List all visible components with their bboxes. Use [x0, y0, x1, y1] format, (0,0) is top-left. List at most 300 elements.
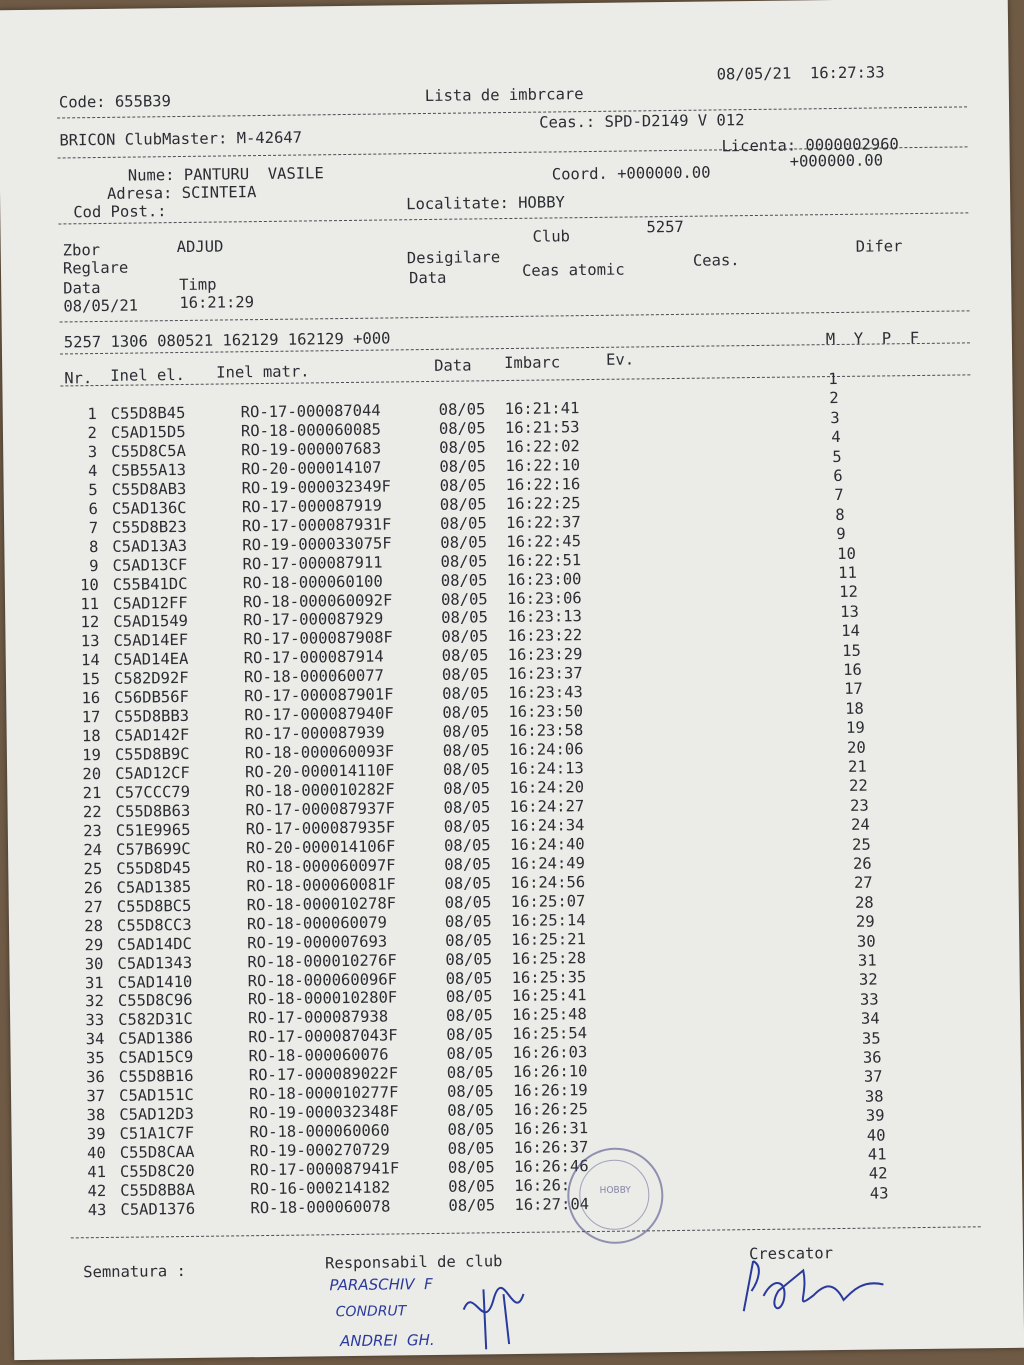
- flight-label: Zbor: [62, 240, 101, 260]
- row-ring-number: RO-17-000087919: [241, 496, 382, 517]
- count-value: 11: [838, 563, 858, 582]
- row-time: 16:25:54: [512, 1024, 588, 1044]
- row-ring-number: RO-17-000087043F: [248, 1026, 398, 1047]
- count-value: 35: [861, 1029, 881, 1048]
- unsealing-date-label: Data: [408, 268, 447, 288]
- row-electronic-ring: C55D8B16: [118, 1067, 194, 1087]
- count-value: 41: [867, 1145, 887, 1164]
- row-date: 08/05: [442, 703, 490, 723]
- row-date: 08/05: [443, 779, 491, 798]
- row-ring-number: RO-17-000087908F: [243, 628, 393, 649]
- row-electronic-ring: C5AD1385: [116, 877, 192, 897]
- row-number: 17: [81, 708, 101, 727]
- count-value: 17: [844, 680, 863, 699]
- row-date: 08/05: [444, 911, 492, 931]
- breeder-label: Crescator: [748, 1244, 834, 1264]
- row-ring-number: RO-18-000060078: [250, 1197, 391, 1218]
- row-date: 08/05: [442, 760, 490, 779]
- row-ring-number: RO-18-000010276F: [247, 950, 397, 971]
- unsealing-label: Desigilare: [406, 248, 501, 268]
- row-electronic-ring: C5AD1386: [118, 1029, 194, 1049]
- row-time: 16:22:10: [505, 455, 581, 475]
- row-date: 08/05: [441, 646, 489, 666]
- row-date: 08/05: [443, 798, 491, 817]
- row-number: 41: [87, 1162, 107, 1182]
- count-value: 8: [835, 505, 845, 524]
- row-electronic-ring: C56DB56F: [114, 688, 189, 708]
- count-value: 23: [849, 796, 869, 815]
- count-value: 34: [860, 1009, 880, 1028]
- count-value: 12: [839, 583, 858, 602]
- row-ring-number: RO-18-000060077: [243, 666, 385, 687]
- count-value: 7: [834, 486, 844, 505]
- count-value: 32: [858, 970, 878, 990]
- row-date: 08/05: [446, 1063, 494, 1083]
- row-number: 28: [84, 916, 104, 935]
- row-ring-number: RO-17-000087939: [244, 723, 385, 744]
- row-ring-number: RO-17-000087931F: [242, 515, 392, 535]
- row-date: 08/05: [446, 1006, 493, 1026]
- coordinates-label: Coord. +000000.00: [551, 163, 711, 184]
- setting-date: 08/05/21: [63, 296, 139, 316]
- row-electronic-ring: C55D8B8A: [120, 1180, 195, 1200]
- row-electronic-ring: C55D8B9C: [114, 745, 190, 764]
- row-time: 16:22:51: [506, 550, 582, 570]
- row-electronic-ring: C5AD1410: [117, 972, 193, 992]
- divider: [60, 310, 970, 322]
- row-date: 08/05: [444, 874, 492, 893]
- col-mypf: M Y P F: [825, 328, 920, 349]
- row-date: 08/05: [442, 684, 489, 704]
- row-number: 38: [86, 1106, 106, 1125]
- handwritten-name-3: ANDREI GH.: [339, 1330, 435, 1351]
- row-ring-number: RO-17-000087935F: [245, 818, 396, 839]
- row-time: 16:26:10: [512, 1062, 588, 1082]
- row-date: 08/05: [440, 551, 488, 571]
- row-date: 08/05: [442, 741, 490, 760]
- clock-column-label: Ceas.: [692, 251, 740, 270]
- row-time: 16:27:04: [514, 1194, 590, 1214]
- row-number: 26: [83, 878, 103, 897]
- row-ring-number: RO-17-000087941F: [249, 1159, 400, 1180]
- row-ring-number: RO-20-000014107: [241, 458, 382, 479]
- flight-code-line: 5257 1306 080521 162129 162129 +000: [63, 329, 391, 352]
- row-number: 15: [81, 670, 101, 689]
- row-date: 08/05: [444, 892, 492, 912]
- row-electronic-ring: C55D8CC3: [116, 915, 192, 935]
- row-ring-number: RO-17-000087044: [240, 401, 381, 422]
- row-time: 16:25:41: [511, 986, 587, 1006]
- row-number: 13: [80, 632, 100, 651]
- row-time: 16:26:19: [512, 1081, 588, 1101]
- row-date: 08/05: [438, 400, 486, 419]
- count-value: 4: [831, 428, 841, 447]
- row-date: 08/05: [446, 1044, 494, 1064]
- row-number: 36: [86, 1068, 105, 1087]
- row-date: 08/05: [439, 476, 487, 495]
- row-number: 3: [87, 442, 98, 462]
- row-electronic-ring: C55B41DC: [112, 574, 188, 594]
- row-electronic-ring: C55D8BC5: [116, 896, 192, 916]
- row-number: 12: [80, 613, 100, 632]
- row-time: 16:24:20: [509, 778, 585, 798]
- row-date: 08/05: [439, 438, 486, 457]
- row-electronic-ring: C5AD136C: [111, 498, 187, 518]
- clock-label: Ceas.: SPD-D2149 V 012: [539, 111, 745, 132]
- breeder-signature: [733, 1249, 894, 1326]
- row-time: 16:26:37: [513, 1138, 589, 1158]
- row-date: 08/05: [438, 419, 486, 438]
- row-electronic-ring: C5AD142F: [114, 726, 190, 746]
- row-ring-number: RO-19-000270729: [249, 1140, 390, 1161]
- owner-address: Adresa: SCINTEIA: [106, 183, 257, 203]
- count-value: 39: [865, 1106, 885, 1125]
- row-electronic-ring: C55D8B63: [115, 801, 191, 821]
- count-value: 25: [851, 835, 871, 854]
- row-ring-number: RO-19-000032348F: [249, 1102, 399, 1123]
- count-value: 16: [843, 660, 862, 679]
- flight-value: ADJUD: [176, 237, 224, 257]
- club-label: Club: [532, 227, 571, 246]
- row-time: 16:23:37: [507, 664, 583, 684]
- row-ring-number: RO-17-000089022F: [248, 1064, 399, 1085]
- divider: [57, 106, 967, 118]
- row-electronic-ring: C55D8BB3: [114, 707, 190, 727]
- row-electronic-ring: C5AD1343: [117, 953, 193, 973]
- row-ring-number: RO-17-000087940F: [244, 704, 394, 725]
- row-electronic-ring: C5B55A13: [111, 460, 187, 480]
- code-label: Code: 655B39: [58, 92, 172, 112]
- row-number: 5: [88, 480, 98, 499]
- count-value: 27: [853, 873, 873, 893]
- row-number: 24: [83, 840, 103, 860]
- row-ring-number: RO-17-000087911: [242, 553, 383, 573]
- row-date: 08/05: [440, 589, 488, 609]
- row-time: 16:26:46: [513, 1157, 589, 1176]
- col-event: Ev.: [605, 350, 635, 369]
- row-time: 16:25:21: [511, 929, 586, 949]
- row-number: 34: [85, 1030, 105, 1049]
- count-value: 30: [856, 932, 876, 951]
- count-value: 22: [848, 777, 868, 796]
- row-number: 32: [85, 992, 105, 1011]
- row-time: 16:25:07: [510, 891, 586, 911]
- row-number: 4: [87, 461, 98, 480]
- club-signature: [453, 1274, 534, 1355]
- row-electronic-ring: C55D8C96: [117, 991, 193, 1011]
- row-time: 16:22:16: [505, 474, 581, 494]
- row-date: 08/05: [447, 1139, 495, 1158]
- row-time: 16:22:37: [505, 512, 581, 532]
- row-ring-number: RO-18-000010280F: [247, 988, 398, 1009]
- row-electronic-ring: C55D8D45: [116, 858, 192, 878]
- row-number: 16: [81, 689, 101, 708]
- count-value: 29: [855, 912, 875, 931]
- row-electronic-ring: C51E9965: [115, 820, 191, 840]
- row-time: 16:24:13: [508, 759, 584, 779]
- count-value: 9: [836, 525, 846, 544]
- row-electronic-ring: C5AD14DC: [117, 934, 192, 954]
- row-ring-number: RO-18-000060092F: [242, 590, 393, 611]
- license-label: Licenta: 0000002960: [721, 135, 899, 156]
- count-value: 3: [830, 408, 840, 427]
- count-value: 24: [850, 815, 870, 835]
- row-ring-number: RO-18-000010277F: [248, 1083, 399, 1104]
- row-electronic-ring: C5AD151C: [118, 1086, 194, 1106]
- row-time: 16:24:56: [510, 872, 586, 892]
- row-electronic-ring: C5AD15C9: [118, 1048, 194, 1068]
- row-time: 16:25:14: [510, 910, 586, 930]
- row-date: 08/05: [447, 1101, 495, 1120]
- row-electronic-ring: C57B699C: [115, 839, 191, 859]
- col-nr: Nr.: [64, 369, 93, 388]
- row-date: 08/05: [447, 1120, 495, 1139]
- row-electronic-ring: C5AD1549: [113, 612, 189, 632]
- row-time: 16:24:40: [509, 834, 585, 854]
- row-time: 16:24:49: [510, 853, 586, 873]
- row-ring-number: RO-18-000060096F: [247, 969, 398, 990]
- row-electronic-ring: C5AD15D5: [110, 422, 186, 442]
- difference-label: Difer: [855, 237, 903, 256]
- row-number: 31: [84, 973, 104, 992]
- count-value: 26: [852, 854, 872, 873]
- atomic-clock-label: Ceas atomic: [521, 260, 625, 280]
- row-electronic-ring: C582D31C: [118, 1010, 193, 1030]
- row-time: 16:26:03: [512, 1043, 588, 1063]
- document-title: Lista de imbrcare: [424, 85, 584, 106]
- row-date: 08/05: [439, 495, 487, 514]
- row-date: 08/05: [440, 532, 488, 552]
- row-ring-number: RO-18-000060060: [249, 1121, 390, 1142]
- row-time: 16:26:: [514, 1176, 571, 1195]
- row-time: 16:24:06: [508, 740, 584, 760]
- row-number: 43: [87, 1200, 107, 1220]
- row-date: 08/05: [440, 570, 488, 590]
- signature-label: Semnatura :: [83, 1262, 186, 1282]
- row-ring-number: RO-17-000087901F: [244, 685, 394, 706]
- row-electronic-ring: C5AD14EF: [113, 631, 189, 651]
- count-value: 14: [841, 621, 860, 641]
- row-time: 16:23:43: [508, 683, 583, 703]
- divider: [58, 212, 968, 224]
- row-date: 08/05: [446, 1082, 494, 1102]
- row-number: 19: [82, 746, 102, 765]
- row-time: 16:22:02: [505, 437, 580, 456]
- setting-time: 16:21:29: [179, 293, 255, 313]
- count-value: 6: [833, 466, 843, 486]
- time-label: Timp: [179, 275, 217, 295]
- count-value: 31: [857, 951, 877, 970]
- row-number: 35: [85, 1049, 105, 1068]
- count-value: 33: [859, 990, 879, 1009]
- row-time: 16:23:50: [508, 702, 584, 722]
- row-number: 1: [87, 405, 97, 424]
- count-value: 38: [864, 1087, 884, 1106]
- row-ring-number: RO-17-000087914: [243, 647, 384, 668]
- row-electronic-ring: C5AD12FF: [112, 593, 188, 613]
- row-ring-number: RO-18-000060093F: [244, 742, 395, 763]
- row-time: 16:23:13: [507, 607, 583, 627]
- count-value: 10: [837, 544, 857, 563]
- row-date: 08/05: [444, 855, 492, 874]
- row-electronic-ring: C55D8C20: [119, 1161, 195, 1181]
- row-electronic-ring: C582D92F: [113, 669, 189, 689]
- row-ring-number: RO-18-000060079: [246, 913, 388, 933]
- row-ring-number: RO-20-000014110F: [245, 761, 395, 782]
- row-date: 08/05: [439, 457, 487, 476]
- row-electronic-ring: C5AD14EA: [113, 650, 189, 670]
- row-time: 16:23:29: [507, 645, 583, 665]
- row-date: 08/05: [445, 968, 493, 988]
- row-date: 08/05: [447, 1158, 495, 1177]
- row-number: 30: [84, 954, 104, 973]
- row-date: 08/05: [443, 836, 491, 855]
- count-value: 43: [869, 1184, 889, 1203]
- row-number: 8: [88, 537, 99, 556]
- col-ring-number: Inel matr.: [216, 362, 310, 382]
- count-value: 15: [842, 641, 861, 660]
- row-time: 16:23:00: [506, 569, 582, 589]
- row-number: 37: [86, 1087, 106, 1106]
- row-time: 16:24:34: [509, 816, 585, 835]
- row-number: 7: [88, 518, 99, 537]
- row-ring-number: RO-18-000060081F: [246, 875, 396, 895]
- row-ring-number: RO-18-000010282F: [245, 780, 395, 801]
- row-number: 33: [85, 1011, 105, 1030]
- row-ring-number: RO-20-000014106F: [245, 837, 396, 858]
- count-value: 20: [847, 738, 866, 757]
- count-value: 18: [845, 699, 864, 718]
- row-electronic-ring: C55D8B45: [110, 403, 186, 423]
- club-value: 5257: [646, 217, 684, 237]
- row-time: 16:25:48: [512, 1005, 587, 1025]
- count-value: 2: [829, 389, 839, 408]
- row-time: 16:25:28: [511, 948, 587, 968]
- row-time: 16:23:22: [507, 626, 583, 646]
- count-value: 1: [828, 369, 838, 389]
- row-ring-number: RO-18-000060085: [240, 420, 382, 441]
- count-value: 5: [832, 447, 842, 466]
- row-ring-number: RO-19-000033075F: [242, 534, 392, 554]
- row-number: 23: [83, 821, 102, 841]
- row-number: 22: [82, 802, 102, 822]
- row-ring-number: RO-19-000007683: [241, 439, 382, 460]
- row-ring-number: RO-17-000087938: [248, 1007, 389, 1028]
- row-electronic-ring: C55D8CAA: [119, 1142, 195, 1162]
- row-time: 16:25:35: [511, 967, 587, 987]
- count-value: 37: [863, 1067, 883, 1087]
- row-ring-number: RO-17-000087929: [243, 610, 384, 630]
- row-number: 42: [87, 1181, 107, 1201]
- row-number: 11: [80, 594, 100, 613]
- count-value: 13: [840, 602, 859, 621]
- row-time: 16:22:25: [505, 493, 581, 513]
- setting-label: Reglare: [62, 258, 129, 278]
- count-value: 42: [868, 1164, 888, 1184]
- row-number: 25: [83, 859, 103, 879]
- col-date: Data: [434, 356, 472, 375]
- row-date: 08/05: [439, 513, 487, 533]
- row-electronic-ring: C5AD13A3: [112, 536, 188, 556]
- row-electronic-ring: C5AD1376: [120, 1199, 196, 1219]
- row-ring-number: RO-18-000060100: [242, 572, 383, 592]
- row-ring-number: RO-19-000007693: [247, 932, 388, 952]
- row-ring-number: RO-19-000032349F: [241, 477, 392, 498]
- row-number: 40: [86, 1144, 106, 1163]
- row-ring-number: RO-18-000010278F: [246, 894, 397, 914]
- row-number: 21: [82, 784, 102, 803]
- row-date: 08/05: [442, 722, 490, 741]
- row-time: 16:22:45: [506, 531, 582, 551]
- count-value: 40: [866, 1126, 886, 1145]
- col-basketing: Imbarc: [504, 353, 561, 373]
- date-label: Data: [63, 278, 101, 298]
- row-electronic-ring: C57CCC79: [115, 782, 191, 802]
- row-ring-number: RO-16-000214182: [250, 1178, 391, 1199]
- club-responsible-label: Responsabil de club: [325, 1252, 503, 1273]
- row-number: 27: [83, 897, 103, 916]
- row-number: 14: [80, 651, 100, 670]
- row-number: 20: [82, 765, 102, 784]
- row-number: 18: [81, 727, 101, 746]
- coordinates-second: +000000.00: [789, 151, 884, 171]
- count-value: 21: [847, 757, 867, 776]
- print-datetime: 08/05/21 16:27:33: [716, 63, 885, 84]
- row-electronic-ring: C55D8C5A: [111, 441, 186, 461]
- row-date: 08/05: [443, 817, 491, 836]
- row-number: 2: [87, 423, 98, 443]
- row-date: 08/05: [445, 930, 492, 950]
- locality-label: Localitate: HOBBY: [406, 193, 565, 214]
- count-value: 19: [846, 718, 865, 738]
- row-date: 08/05: [445, 987, 493, 1007]
- row-time: 16:21:41: [504, 399, 580, 419]
- row-number: 10: [80, 575, 99, 594]
- row-number: 6: [88, 499, 98, 518]
- count-value: 28: [854, 893, 874, 912]
- row-time: 16:23:06: [506, 588, 582, 608]
- row-electronic-ring: C55D8B23: [112, 517, 187, 537]
- row-electronic-ring: C5AD12D3: [119, 1105, 195, 1124]
- row-time: 16:24:27: [509, 797, 585, 816]
- owner-name: Nume: PANTURU VASILE: [127, 164, 324, 185]
- row-date: 08/05: [441, 608, 489, 628]
- row-electronic-ring: C55D8AB3: [111, 479, 187, 499]
- row-number: 9: [89, 556, 99, 575]
- row-ring-number: RO-18-000060076: [248, 1045, 389, 1066]
- row-number: 39: [86, 1125, 106, 1144]
- row-date: 08/05: [448, 1196, 496, 1215]
- clubmaster-label: BRICON ClubMaster: M-42647: [59, 128, 303, 150]
- row-ring-number: RO-18-000060097F: [246, 856, 396, 877]
- row-date: 08/05: [445, 949, 493, 969]
- postal-code-label: Cod Post.:: [73, 202, 167, 222]
- count-value: 36: [862, 1048, 882, 1067]
- row-time: 16:26:25: [513, 1100, 589, 1120]
- row-ring-number: RO-17-000087937F: [245, 799, 395, 820]
- row-date: 08/05: [448, 1177, 495, 1196]
- handwritten-name-2: CONDRUT: [335, 1303, 407, 1321]
- row-electronic-ring: C5AD12CF: [115, 763, 190, 783]
- col-electronic-ring: Inel el.: [110, 365, 186, 385]
- row-time: 16:23:58: [508, 721, 584, 741]
- row-electronic-ring: C51A1C7F: [119, 1123, 195, 1143]
- row-date: 08/05: [441, 627, 489, 647]
- row-time: 16:26:31: [513, 1119, 589, 1139]
- row-time: 16:21:53: [504, 418, 580, 438]
- row-electronic-ring: C5AD13CF: [112, 555, 188, 575]
- handwritten-name-1: PARASCHIV F: [329, 1275, 433, 1295]
